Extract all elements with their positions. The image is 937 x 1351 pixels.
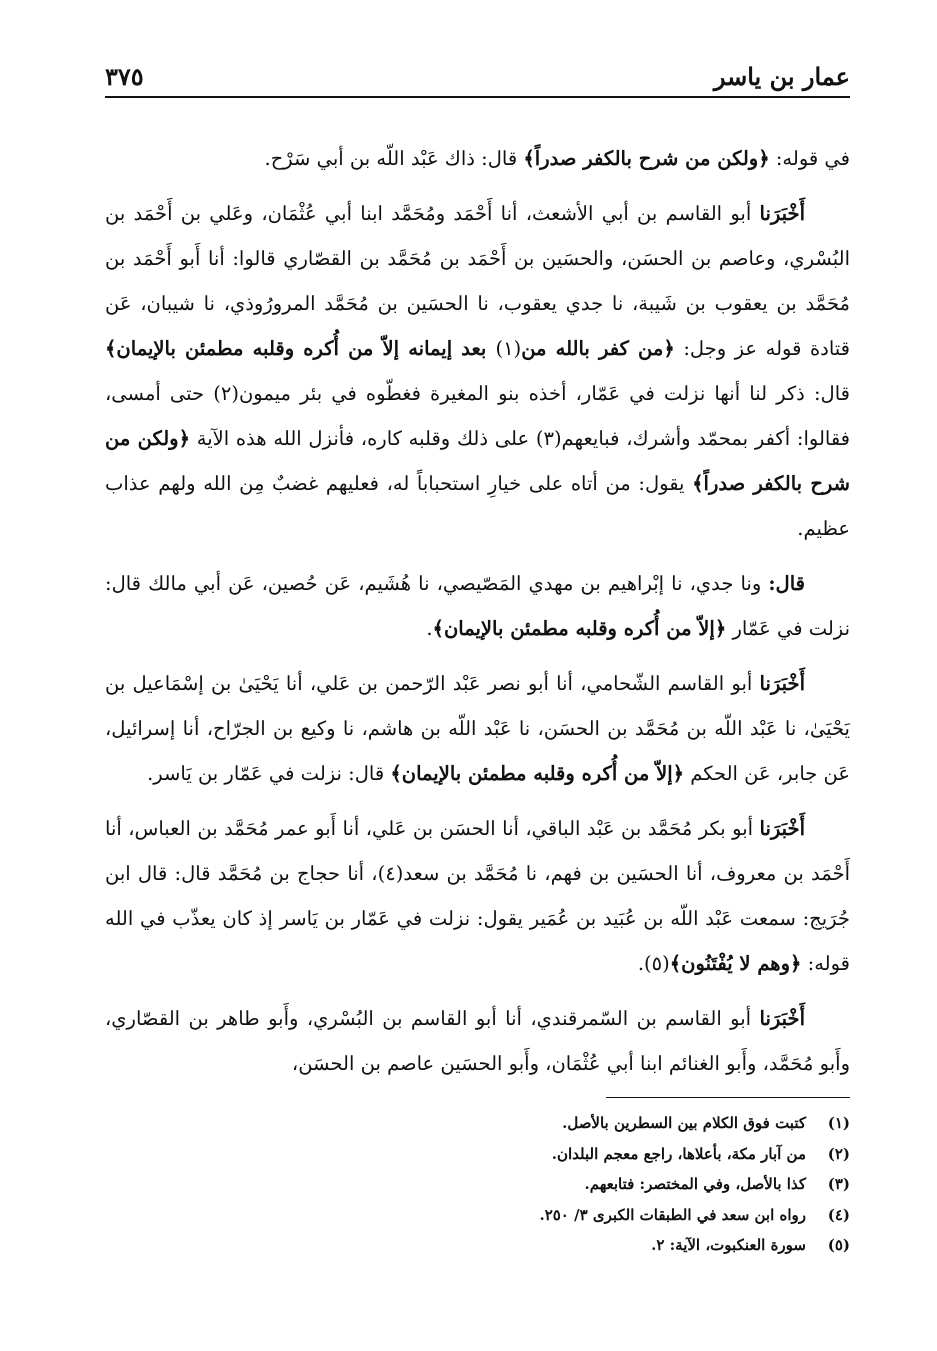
main-text: [105, 136, 850, 1096]
bold-text: ﴿ولكن من شرح بالكفر صدراً﴾: [105, 427, 851, 495]
text: .: [426, 617, 433, 640]
text: (٤): [377, 862, 404, 885]
footnote-text: كذا بالأصل، وفي المختصر: فتابعهم.: [584, 1175, 806, 1193]
footnote-number: (٤): [827, 1205, 850, 1224]
paragraph: [105, 191, 850, 551]
text: أبو القاسم بن أبي الأشعث، أنا أَحْمَد ومُحَمَّد ابنا أبي عُثْمَان، وعَلي بن أَحْمَد بن البُسْري، وعاصم بن الحسَن، والحسَين بن أَحْمَد بن مُحَمَّد بن القصّاري قالوا: أنا أَبو أَحْمَد بن مُحَمَّد بن يعقوب بن شَيبة، نا جدي يعقوب، نا الحسَين بن مُحَمَّد المرورُوذي، نا شيبان، عَن قتادة قوله عز وجل:: [105, 202, 851, 360]
text: (١): [495, 337, 522, 360]
bold-text: ﴿من كفر بالله من: [521, 337, 675, 360]
footnote: [105, 1169, 850, 1200]
bold-text: أَخْبَرَنا: [759, 672, 805, 695]
footnote-text: رواه ابن سعد في الطبقات الكبرى ٣/ ٢٥٠.: [539, 1205, 806, 1224]
bold-text: قال:: [768, 572, 805, 595]
paragraph: [105, 806, 850, 986]
footnote: [105, 1200, 850, 1231]
header-rule: [105, 96, 850, 98]
text: (٣): [535, 427, 562, 450]
text: يقول: من أتاه على خيارِ استحباباً له، فعليهم غضبٌ مِن الله ولهم عذاب عظيم.: [105, 472, 850, 540]
text: أبو بكر مُحَمَّد بن عَبْد الباقي، أنا الحسَن بن عَلي، أنا أَبو عمر مُحَمَّد بن العباس، أنا أَحْمَد بن معروف، أنا الحسَين بن فهم، نا مُحَمَّد بن سعد: [105, 817, 850, 885]
paragraph: [105, 996, 850, 1086]
text: على ذلك وقلبه كاره، فأنزل الله هذه الآية: [190, 427, 536, 450]
text: ، أنا حجاج بن مُحَمَّد قال: قال ابن جُرَيج: سمعت عَبْد اللّه بن عُبَيد بن عُمَير يقول: نزلت في عَمّار بن يَاسر إذ كان يعذّب في الله قوله:: [105, 862, 850, 975]
text: .: [637, 952, 645, 975]
footnote-number: (٣): [827, 1175, 850, 1193]
footnote-text: من آبار مكة، بأعلاها، راجع معجم البلدان.: [551, 1144, 806, 1163]
footnote: [105, 1139, 850, 1170]
paragraph: [105, 136, 850, 181]
paragraph: [105, 561, 850, 651]
footnote-rule: [606, 1097, 850, 1098]
bold-text: ﴿وهم لا يُفْتَنُون﴾: [669, 952, 802, 975]
text: قال: ذكر لنا أنها نزلت في عَمّار، أخذه بنو المغيرة فغطّوه في بئر ميمون: [238, 382, 850, 405]
footnotes: [105, 1108, 850, 1261]
bold-text: ﴿إلاّ من أُكره وقلبه مطمئن بالإيمان﴾: [432, 617, 727, 640]
text: أبو القاسم بن السّمرقندي، أنا أبو القاسم بن البُسْري، وأَبو طاهر بن القصّاري، وأَبو مُحَمَّد، وأَبو الغنائم ابنا أبي عُثْمَان، وأَبو الحسَين عاصم بن الحسَن،: [105, 1007, 850, 1075]
bold-text: أَخْبَرَنا: [759, 1007, 805, 1030]
footnote-text: كتبت فوق الكلام بين السطرين بالأصل.: [562, 1114, 806, 1132]
text: قال: ذاك عَبْد اللّه بن أبي سَرْح.: [264, 147, 524, 170]
bold-text: أَخْبَرَنا: [759, 817, 805, 840]
text: أبو القاسم الشّحامي، أنا أبو نصر عَبْد الرّحمن بن عَلي، أنا يَحْيَىٰ بن إسْمَاعيل بن يَحْيَىٰ، نا عَبْد اللّه بن مُحَمَّد بن الحسَن، نا عَبْد اللّه بن هاشم، نا وكيع بن الجرّاح، أنا إسرائيل، عَن جابر، عَن الحكم: [105, 672, 850, 785]
bold-text: بعد إيمانه إلاّ من أُكره وقلبه مطمئن بالإيمان﴾: [105, 337, 496, 360]
footnote: [105, 1108, 850, 1139]
page-number: ٣٧٥: [105, 62, 144, 91]
page-header: [105, 58, 850, 96]
bold-text: أَخْبَرَنا: [759, 202, 805, 225]
bold-text: ﴿ولكن من شرح بالكفر صدراً﴾: [523, 147, 770, 170]
footnote-number: (٢): [827, 1144, 850, 1163]
footnote: [105, 1230, 850, 1261]
running-title: عمار بن ياسر: [713, 62, 850, 91]
footnote-number: (١): [827, 1114, 850, 1132]
bold-text: ﴿إلاّ من أُكره وقلبه مطمئن بالإيمان﴾: [390, 762, 685, 785]
text: (٥): [644, 952, 670, 975]
text: (٢): [213, 382, 239, 405]
footnote-text: سورة العنكبوت، الآية: ٢.: [651, 1236, 806, 1254]
text: ونا جدي، نا إبْراهيم بن مهدي المَصّيصي، نا هُشَيم، عَن حُصين، عَن أبي مالك قال: نزلت في عَمّار: [105, 572, 850, 640]
text: حتى أمسى، فقالوا: أكفر بمحمّد وأشرك، فبايعهم: [105, 382, 851, 450]
paragraph: [105, 661, 850, 796]
text: قال: نزلت في عَمّار بن يَاسر.: [147, 762, 391, 785]
footnote-number: (٥): [827, 1236, 850, 1254]
text: في قوله:: [769, 147, 850, 170]
